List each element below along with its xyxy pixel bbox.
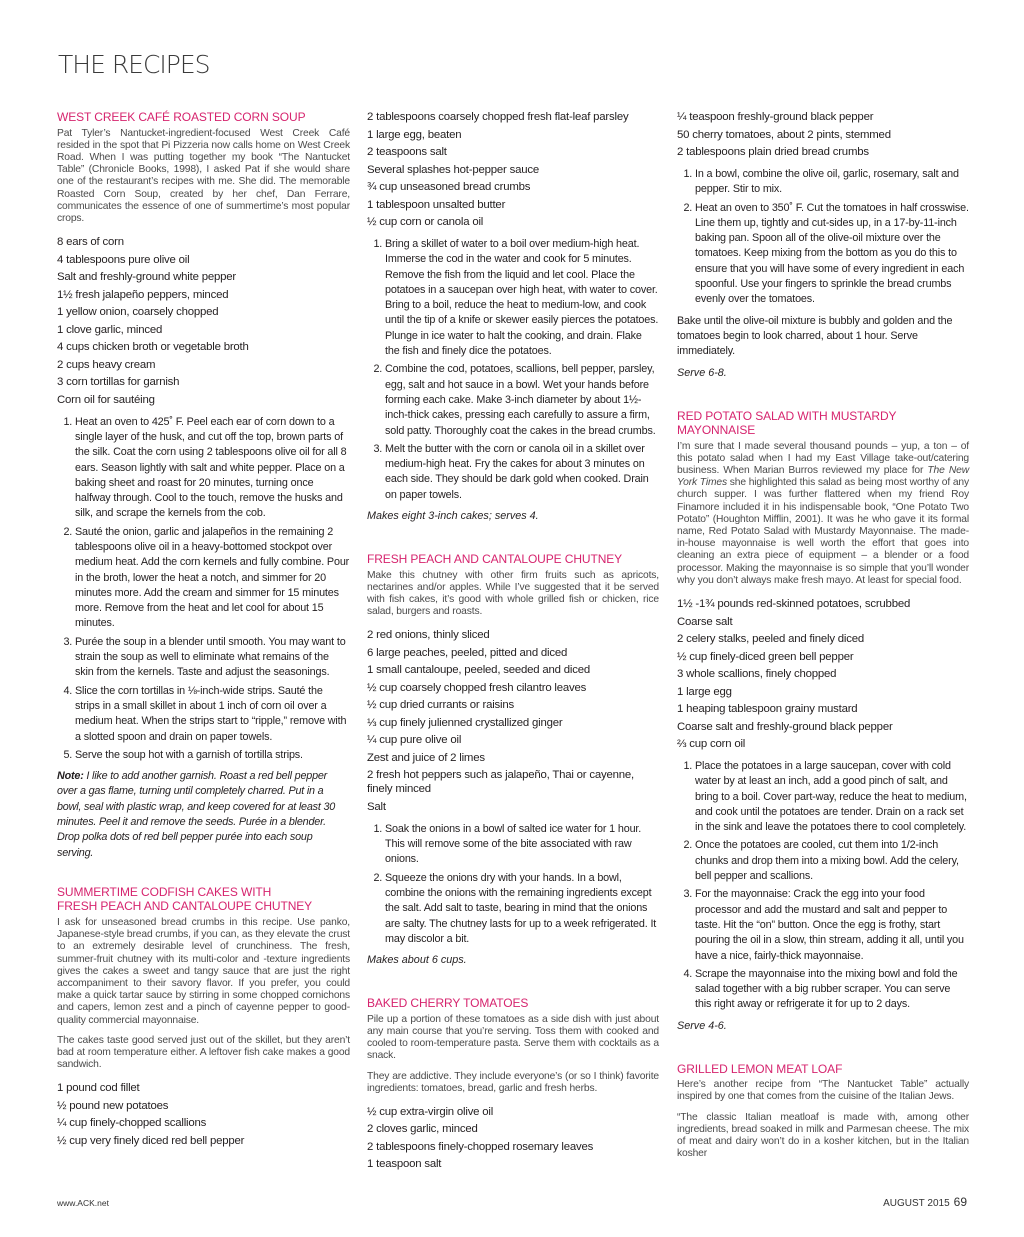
ingredient-item: ⅓ cup finely julienned crystallized ginger xyxy=(367,716,563,729)
ingredient-item: 1 pound cod fillet xyxy=(57,1082,140,1095)
ingredient-item: ½ pound new potatoes xyxy=(57,1099,169,1112)
footer-issue xyxy=(883,1195,967,1209)
recipe-roasted-corn-soup xyxy=(57,110,350,861)
ingredient-item: ½ cup coarsely chopped fresh cilantro leaves xyxy=(367,681,587,694)
intro-text: I’m sure that I made several thousand pounds – yup, a ton – of this potato salad when I had my East Village take-out/catering business. When Marian Burros reviewed my place for xyxy=(677,440,969,476)
ingredient-list xyxy=(367,628,659,814)
ingredient-item: ¼ cup pure olive oil xyxy=(367,734,462,747)
column-3 xyxy=(677,110,969,1168)
step-item: 2. Heat an oven to 350˚ F. Cut the tomatoes in half crosswise. Line them up, tightly and cut-sides up, in a 17-by-11-inch baking pan. Spoon all of the olive-oil mixture over the tomatoes. Keep mixing from the bottom as you do this to ensure that you will have some of every ingredient in each spoonful. Use your fingers to sprinkle the bread crumbs evenly over the tomatoes. xyxy=(695,201,969,308)
ingredient-item: 1 large egg xyxy=(677,685,732,698)
footer-website: www.ACK.net xyxy=(57,1198,109,1208)
step-item: 3. For the mayonnaise: Crack the egg into your food processor and add the mustard and salt and pepper to taste. Hit the “on” button. Once the egg is frothy, start pouring the oil in a slow, thin stream, adding it all, until you have a nice, fairly-thick mayonnaise. xyxy=(695,887,969,963)
ingredient-item: 1 tablespoon unsalted butter xyxy=(367,198,506,211)
recipe-codfish-cakes xyxy=(57,885,350,1148)
step-list xyxy=(677,759,969,1013)
step-item: 3. Purée the soup in a blender until smooth. You may want to strain the soup as well to eliminate what remains of the skin from the kernels. Taste and adjust the seasonings. xyxy=(75,635,350,681)
recipe-intro xyxy=(677,441,969,587)
recipe-intro: Make this chutney with other firm fruits such as apricots, nectarines and/or apples. While I’ve suggested that it be served with fish cakes, it’s good with whole grilled fish or chicken, rice salad, burgers and roasts. xyxy=(367,569,659,618)
ingredient-item: ¼ teaspoon freshly-ground black pepper xyxy=(677,111,874,123)
recipe-title: FRESH PEACH AND CANTALOUPE CHUTNEY xyxy=(367,552,623,567)
ingredient-item: 3 corn tortillas for garnish xyxy=(57,376,180,389)
ingredient-item: 3 whole scallions, finely chopped xyxy=(677,668,837,680)
ingredient-item: 2 cloves garlic, minced xyxy=(367,1123,478,1136)
recipe-baked-cherry-tomatoes xyxy=(367,996,659,1171)
step-item: 2. Once the potatoes are cooled, cut them into 1/2-inch chunks and drop them into a mixing bowl. Add the celery, bell pepper and scallions. xyxy=(695,838,969,884)
recipe-codfish-cakes-continued xyxy=(367,110,659,524)
ingredient-item: 1 clove garlic, minced xyxy=(57,323,163,336)
ingredient-item: Corn oil for sautéing xyxy=(57,393,155,406)
ingredient-item: 1½ -1¾ pounds red-skinned potatoes, scrubbed xyxy=(677,598,911,610)
recipe-intro: The cakes taste good served just out of the skillet, but they aren’t bad at room temperature either. A leftover fish cake makes a good sandwich. xyxy=(57,1034,350,1071)
ingredient-item: 1½ fresh jalapeño peppers, minced xyxy=(57,288,229,301)
ingredient-item: ⅔ cup corn oil xyxy=(677,738,746,750)
ingredient-item: 50 cherry tomatoes, about 2 pints, stemmed xyxy=(677,128,891,141)
ingredient-item: 1 teaspoon salt xyxy=(367,1158,442,1171)
ingredient-list xyxy=(367,1105,659,1172)
ingredient-item: 2 celery stalks, peeled and finely diced xyxy=(677,633,865,645)
ingredient-item: Coarse salt and freshly-ground black pepper xyxy=(677,720,893,733)
title-line: SUMMERTIME CODFISH CAKES WITH xyxy=(57,884,272,899)
recipe-title: WEST CREEK CAFÉ ROASTED CORN SOUP xyxy=(57,110,306,124)
page-title: THE RECIPES xyxy=(58,50,210,79)
recipe-note xyxy=(57,769,350,861)
step-list xyxy=(57,415,350,764)
ingredient-item: ½ cup dried currants or raisins xyxy=(367,699,515,712)
ingredient-item: ½ cup extra-virgin olive oil xyxy=(367,1105,494,1118)
recipe-intro: “The classic Italian meatloaf is made with, among other ingredients, bread soaked in milk and Parmesan cheese. The mix of meat and dairy won’t do in a kosher kitchen, but in the Italian kosher xyxy=(677,1111,969,1160)
ingredient-item: 2 fresh hot peppers such as jalapeño, Thai or cayenne, finely minced xyxy=(367,769,634,796)
step-item: 2. Combine the cod, potatoes, scallions, bell pepper, parsley, egg, salt and hot sauce in a bowl. Wet your hands before forming each cake. Make 3-inch diameter by about 1½-inch-thick cakes, pressing each carefully to assure a firm, sold patty. Thoroughly coat the cakes in the bread crumbs. xyxy=(385,362,659,438)
ingredient-item: 6 large peaches, peeled, pitted and diced xyxy=(367,646,568,659)
ingredient-list xyxy=(677,597,969,751)
ingredient-item: 2 tablespoons coarsely chopped fresh flat-leaf parsley xyxy=(367,111,629,123)
ingredient-item: 1 yellow onion, coarsely chopped xyxy=(57,306,219,319)
publication-title: The New York Times xyxy=(677,464,969,489)
title-line: FRESH PEACH AND CANTALOUPE CHUTNEY xyxy=(57,899,313,914)
ingredient-item: Coarse salt xyxy=(677,615,733,628)
step-item: 3. Melt the butter with the corn or canola oil in a skillet over medium-high heat. Fry the cakes for about 3 minutes on each side. They should be dark gold when cooked. Drain on paper towels. xyxy=(385,442,659,503)
issue-date: AUGUST 2015 xyxy=(883,1198,950,1209)
ingredient-item: 2 red onions, thinly sliced xyxy=(367,629,490,642)
ingredient-item: 1 large egg, beaten xyxy=(367,128,462,141)
recipe-yield: Serve 6-8. xyxy=(677,366,727,379)
step-item: 5. Serve the soup hot with a garnish of tortilla strips. xyxy=(75,748,350,763)
recipe-baked-cherry-tomatoes-continued xyxy=(677,110,969,381)
step-item: 4. Slice the corn tortillas in ⅛-inch-wide strips. Sauté the strips in a small skillet in about 1 inch of corn oil over a medium heat. When the strips start to “ripple,” remove with a slotted spoon and drain on paper towels. xyxy=(75,684,350,745)
recipe-title: GRILLED LEMON MEAT LOAF xyxy=(677,1061,843,1076)
step-item: 1. Soak the onions in a bowl of salted ice water for 1 hour. This will remove some of the bite associated with raw onions. xyxy=(385,822,659,868)
recipe-peach-cantaloupe-chutney xyxy=(367,552,659,968)
intro-text: she highlighted this salad as being most worthy of any church supper. I was further flattered when my friend Roy Finamore included it in his indispensable book, “One Potato Two Potato” (Houghton Mifflin, 2001). It was he who gave it its formal name, Red Potato Salad with Mustardy Mayonnaise. The made-in-house mayonnaise is well worth the effort that goes into cleaning an extra piece of equipment – a blender or a food processor. Making the mayonnaise is so simple that you’ll wonder why you don’t always make fresh mayo. At least for special food. xyxy=(677,477,970,586)
step-item: 2. Squeeze the onions dry with your hands. In a bowl, combine the onions with the remaining ingredients except the salt. Add salt to taste, bearing in mind that the onions are salty. The chutney lasts for up to a week refrigerated. It may discolor a bit. xyxy=(385,871,659,947)
note-label: Note: xyxy=(57,770,84,783)
recipe-yield: Makes eight 3-inch cakes; serves 4. xyxy=(367,510,539,523)
ingredient-item: ¾ cup unseasoned bread crumbs xyxy=(367,181,531,193)
step-item: 1. Heat an oven to 425˚ F. Peel each ear of corn down to a single layer of the husk, and cut off the top, brown parts of the silk. Coat the corn using 2 tablespoons olive oil for all 8 ears. Season lightly with salt and white pepper. Place on a baking sheet and roast for 20 minutes, turning once halfway through. Cool to the touch, remove the husks and silk, and scrape the kernels from the cob. xyxy=(75,415,350,522)
ingredient-item: 1 heaping tablespoon grainy mustard xyxy=(677,703,858,715)
ingredient-item: ½ cup corn or canola oil xyxy=(367,216,484,228)
ingredient-item: 2 tablespoons plain dried bread crumbs xyxy=(677,146,869,158)
step-item: 1. In a bowl, combine the olive oil, garlic, rosemary, salt and pepper. Stir to mix. xyxy=(695,167,969,198)
recipe-yield: Serve 4-6. xyxy=(677,1019,727,1032)
ingredient-item: Several splashes hot-pepper sauce xyxy=(367,163,539,176)
ingredient-item: 4 tablespoons pure olive oil xyxy=(57,253,190,266)
page-number: 69 xyxy=(953,1195,967,1209)
ingredient-item: 4 cups chicken broth or vegetable broth xyxy=(57,341,249,354)
column-1 xyxy=(57,110,350,1156)
ingredient-item: 8 ears of corn xyxy=(57,236,124,249)
ingredient-item: 2 cups heavy cream xyxy=(57,358,156,371)
ingredient-list xyxy=(677,110,969,159)
recipe-intro: I ask for unseasoned bread crumbs in this recipe. Use panko, Japanese-style bread crumbs, if you can, as they elevate the crust to an extremely desirable level of crunchiness. The fresh, summer-fruit chutney with its multi-color and -texture ingredients gives the cakes a sweet and tangy sauce that are just the right accompaniment to their savory flavor. If you prefer, you could make a quick tartar sauce by stirring in some chopped cornichons and capers, lemon zest and a pinch of cayenne pepper to good-quality commercial mayonnaise. xyxy=(57,916,350,1026)
step-list xyxy=(367,237,659,503)
recipe-red-potato-salad xyxy=(677,409,969,1034)
ingredient-item: 1 small cantaloupe, peeled, seeded and diced xyxy=(367,664,590,677)
note-text: I like to add another garnish. Roast a red bell pepper over a gas flame, turning until completely charred. Put in a bowl, seal with plastic wrap, and keep covered for at least 30 minutes. Peel it and remove the seeds. Purée in a blender. Drop polka dots of red bell pepper purée into each soup serving. xyxy=(57,770,336,859)
column-2 xyxy=(367,110,659,1179)
step-list xyxy=(367,822,659,947)
ingredient-list xyxy=(367,110,659,229)
ingredient-item: 2 tablespoons finely-chopped rosemary leaves xyxy=(367,1140,594,1153)
recipe-title: RED POTATO SALAD WITH MUSTARDY MAYONNAISE xyxy=(677,408,897,438)
step-list xyxy=(677,167,969,308)
recipe-title: BAKED CHERRY TOMATOES xyxy=(367,996,529,1011)
ingredient-item: ½ cup very finely diced red bell pepper xyxy=(57,1134,245,1147)
recipe-intro: Here’s another recipe from “The Nantucket Table” actually inspired by one that comes from the cuisine of the Italian Jews. xyxy=(677,1079,969,1103)
ingredient-list xyxy=(57,1081,350,1148)
step-item: 2. Sauté the onion, garlic and jalapeños in the remaining 2 tablespoons olive oil in a heavy-bottomed stockpot over medium heat. Add the corn kernels and fully combine. Pour in the broth, lower the heat a notch, and simmer for 20 minutes more. Add the cream and simmer for 15 minutes more. Remove from the heat and let cool for about 15 minutes. xyxy=(75,525,350,632)
ingredient-item: ¼ cup finely-chopped scallions xyxy=(57,1117,207,1130)
recipe-intro: Pat Tyler’s Nantucket-ingredient-focused West Creek Café resided in the spot that Pi Pizzeria now calls home on West Creek Road. When I was putting together my book “The Nantucket Table” (Chronicle Books, 1998), I asked Pat if she would share one of the restaurant’s recipes with me. She did. The memorable Roasted Corn Soup, created by her chef, Dan Ferrare, communicates the essence of one of summertime’s most popular crops. xyxy=(57,127,350,224)
step-item: 4. Scrape the mayonnaise into the mixing bowl and fold the salad together with a big rubber scraper. You can serve this right away or refrigerate it for up to 2 days. xyxy=(695,967,969,1013)
recipe-title xyxy=(57,885,350,914)
recipe-intro: Pile up a portion of these tomatoes as a side dish with just about any main course that you’re serving. Toss them with cooked and cooled to room-temperature pasta. Serve them with cocktails as a snack. xyxy=(367,1013,659,1062)
recipe-intro: They are addictive. They include everyone’s (or so I think) favorite ingredients: tomatoes, bread, garlic and fresh herbs. xyxy=(367,1070,659,1094)
recipe-grilled-lemon-meat-loaf xyxy=(677,1062,969,1161)
ingredient-item: 2 teaspoons salt xyxy=(367,146,447,158)
ingredient-item: Salt and freshly-ground white pepper xyxy=(57,271,236,284)
recipe-instructions: Bake until the olive-oil mixture is bubbly and golden and the tomatoes begin to look charred, about 1 hour. Serve immediately. xyxy=(677,314,953,358)
step-item: 1. Bring a skillet of water to a boil over medium-high heat. Immerse the cod in the water and cook for 5 minutes. Remove the fish from the liquid and let cool. Place the potatoes in a saucepan over high heat, with water to cover. Bring to a boil, reduce the heat to medium-low, and cook until the tip of a knife or skewer easily pierces the potatoes. Plunge in ice water to halt the cooking, and drain. Flake the fish and finely dice the potatoes. xyxy=(385,237,659,359)
ingredient-list xyxy=(57,235,350,407)
ingredient-item: Salt xyxy=(367,800,386,813)
ingredient-item: ½ cup finely-diced green bell pepper xyxy=(677,650,854,663)
recipe-yield: Makes about 6 cups. xyxy=(367,954,467,967)
step-item: 1. Place the potatoes in a large saucepan, cover with cold water by at least an inch, add a good pinch of salt, and bring to a boil. Cover part-way, reduce the heat to medium, and cook until the potatoes are tender. Drain on a rack set in the sink and leave the potatoes there to cool completely. xyxy=(695,759,969,835)
ingredient-item: Zest and juice of 2 limes xyxy=(367,751,485,764)
